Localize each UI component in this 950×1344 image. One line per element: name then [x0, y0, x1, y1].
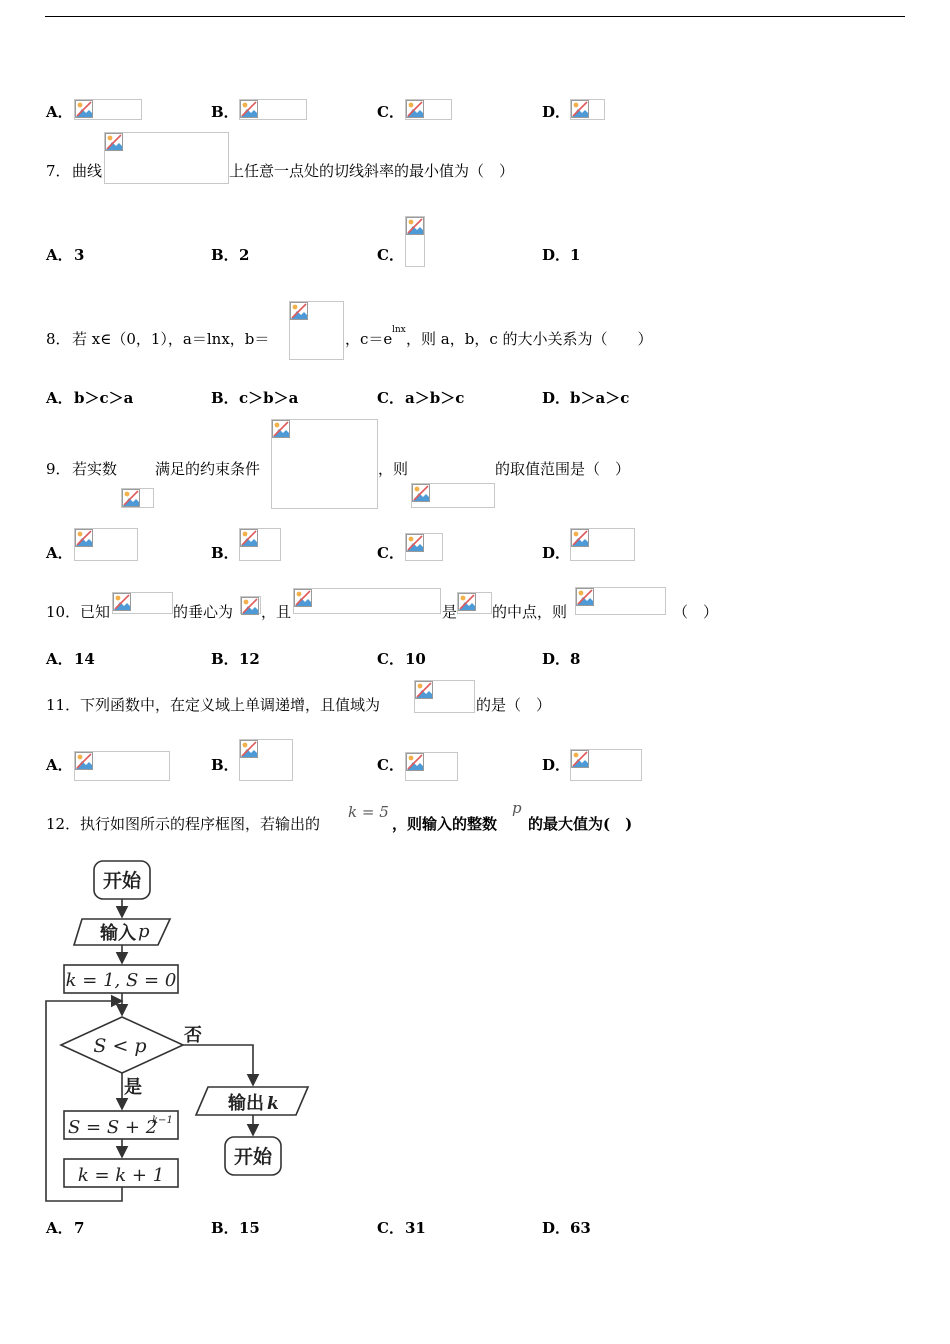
q12-option-a-label: A． — [46, 1219, 73, 1237]
q7-option-b-label: B． — [211, 246, 239, 264]
q9-option-a-image — [74, 528, 138, 561]
q12-option-d-label: D． — [542, 1219, 571, 1237]
q12-stem-pre: 执行如图所示的程序框图，若输出的 — [80, 815, 321, 833]
broken-image-icon — [576, 588, 594, 606]
q10-option-b-value: 12 — [239, 650, 260, 668]
q11-option-b-label: B． — [211, 756, 239, 774]
q7-option-c-image — [405, 216, 425, 267]
broken-image-icon — [290, 302, 308, 320]
q10-stem-mid4: 的中点，则 — [492, 603, 568, 621]
flow-output-label: 输出 — [228, 1093, 264, 1114]
q9-option-d-image — [570, 528, 635, 561]
flow-update-s-label: S = S + 2 — [68, 1117, 158, 1138]
q11-stem-post: 的是（ ） — [476, 696, 552, 714]
q9-stem-post: 的取值范围是（ ） — [495, 460, 631, 478]
q9-option-d-label: D． — [542, 544, 571, 562]
broken-image-icon — [272, 420, 290, 438]
q9-constraint-image — [271, 419, 378, 509]
flow-end-label: 开始 — [233, 1146, 273, 1168]
q9-stem-pre: 若实数 — [72, 460, 118, 478]
broken-image-icon — [406, 217, 424, 235]
q6-option-d-label: D． — [542, 103, 571, 121]
q6-option-c-label: C． — [377, 103, 404, 121]
broken-image-icon — [75, 100, 93, 118]
q9-stem-mid1: 满足的约束条件 — [155, 460, 261, 478]
broken-image-icon — [406, 753, 424, 771]
q8-number: 8． — [46, 330, 71, 348]
q10-option-b-label: B． — [211, 650, 239, 668]
q10-option-a-label: A． — [46, 650, 73, 668]
broken-image-icon — [240, 740, 258, 758]
q8-exponent: lnx — [392, 325, 406, 335]
q12-option-c-label: C． — [377, 1219, 404, 1237]
program-flowchart — [40, 855, 320, 1207]
q12-input-p: p — [512, 799, 522, 817]
q8-option-a-value: b＞c＞a — [74, 389, 134, 407]
q10-option-d-label: D． — [542, 650, 571, 668]
q8-option-d-value: b＞a＞c — [570, 389, 630, 407]
q10-segment-image — [457, 592, 492, 614]
q12-number: 12． — [46, 815, 81, 833]
q6-option-b-label: B． — [211, 103, 239, 121]
q8-stem-pre: 若 x∈（0，1），a＝lnx，b＝ — [72, 330, 270, 348]
q8-option-a-label: A． — [46, 389, 73, 407]
q9-option-c-label: C． — [377, 544, 404, 562]
q12-option-a-value: 7 — [74, 1219, 85, 1237]
q7-stem-post: 上任意一点处的切线斜率的最小值为（ ） — [229, 162, 515, 180]
q7-option-d-label: D． — [542, 246, 571, 264]
q12-option-d-value: 63 — [570, 1219, 591, 1237]
q11-stem-pre: 下列函数中，在定义域上单调递增，且值域为 — [80, 696, 381, 714]
q10-stem-mid2: ，且 — [261, 603, 292, 621]
q11-option-d-label: D． — [542, 756, 571, 774]
broken-image-icon — [406, 534, 424, 552]
q6-option-d-image — [570, 99, 605, 120]
broken-image-icon — [240, 529, 258, 547]
flow-no-label: 否 — [184, 1025, 202, 1046]
q7-option-c-label: C． — [377, 246, 404, 264]
q9-variables-image — [121, 488, 154, 508]
q9-option-c-image — [405, 533, 443, 561]
q12-option-b-label: B． — [211, 1219, 239, 1237]
q11-range-image — [414, 680, 475, 713]
q6-option-a-image — [74, 99, 142, 120]
q7-option-d-value: 1 — [570, 246, 581, 264]
broken-image-icon — [571, 100, 589, 118]
broken-image-icon — [571, 750, 589, 768]
q10-option-a-value: 14 — [74, 650, 95, 668]
q7-stem-pre: 曲线 — [72, 162, 103, 180]
q12-stem-mid: ，则输入的整数 — [392, 815, 498, 833]
broken-image-icon — [240, 100, 258, 118]
broken-image-icon — [406, 100, 424, 118]
q8-option-c-value: a＞b＞c — [405, 389, 465, 407]
broken-image-icon — [458, 593, 476, 611]
q10-stem-pre: 已知 — [80, 603, 111, 621]
q9-number: 9． — [46, 460, 71, 478]
q7-number: 7． — [46, 162, 71, 180]
q6-option-a-label: A． — [46, 103, 73, 121]
q12-output-k: k = 5 — [348, 803, 389, 821]
q10-stem-post: （ ） — [673, 603, 719, 621]
q9-stem-mid2: ，则 — [378, 460, 409, 478]
q8-option-b-label: B． — [211, 389, 239, 407]
q11-option-c-label: C． — [377, 756, 404, 774]
q10-option-c-label: C． — [377, 650, 404, 668]
q8-stem-post: ，则 a，b，c 的大小关系为（ ） — [406, 330, 653, 348]
flow-update-k-label: k = k + 1 — [77, 1165, 165, 1186]
q9-expression-image — [411, 483, 495, 508]
q9-option-b-image — [239, 528, 281, 561]
q11-option-a-image — [74, 751, 170, 781]
broken-image-icon — [75, 752, 93, 770]
page-top-rule — [45, 16, 905, 17]
q11-option-b-image — [239, 739, 293, 781]
q8-option-c-label: C． — [377, 389, 404, 407]
q7-option-b-value: 2 — [239, 246, 250, 264]
q6-option-c-image — [405, 99, 452, 120]
q9-option-b-label: B． — [211, 544, 239, 562]
q11-option-a-label: A． — [46, 756, 73, 774]
q12-option-b-value: 15 — [239, 1219, 260, 1237]
q10-point-image — [240, 596, 261, 614]
q10-condition-image — [293, 588, 441, 614]
flow-input-label: 输入 — [100, 923, 136, 944]
broken-image-icon — [412, 484, 430, 502]
q6-option-b-image — [239, 99, 307, 120]
q10-option-d-value: 8 — [570, 650, 581, 668]
broken-image-icon — [294, 589, 312, 607]
q7-option-a-value: 3 — [74, 246, 85, 264]
broken-image-icon — [105, 133, 123, 151]
flow-input-var: p — [138, 921, 150, 942]
broken-image-icon — [415, 681, 433, 699]
q12-option-c-value: 31 — [405, 1219, 426, 1237]
q11-option-c-image — [405, 752, 458, 781]
q7-curve-image — [104, 132, 229, 184]
broken-image-icon — [113, 593, 131, 611]
q10-triangle-image — [112, 592, 173, 614]
flow-yes-label: 是 — [124, 1077, 142, 1098]
q10-number: 10． — [46, 603, 81, 621]
broken-image-icon — [75, 529, 93, 547]
flow-output-var: k — [267, 1094, 279, 1114]
q8-option-d-label: D． — [542, 389, 571, 407]
q8-stem-mid: ，c＝e — [345, 330, 393, 348]
flow-init-label: k = 1, S = 0 — [65, 970, 177, 991]
flow-start-label: 开始 — [102, 870, 142, 892]
q10-stem-mid3: 是 — [442, 603, 458, 621]
q11-number: 11． — [46, 696, 81, 714]
q9-option-a-label: A． — [46, 544, 73, 562]
flow-update-s-exponent: k−1 — [152, 1115, 173, 1126]
q8-option-b-value: c＞b＞a — [239, 389, 299, 407]
broken-image-icon — [571, 529, 589, 547]
q7-option-a-label: A． — [46, 246, 73, 264]
q10-stem-mid1: 的垂心为 — [173, 603, 234, 621]
q11-option-d-image — [570, 749, 642, 781]
flow-decision-label: S < p — [93, 1035, 147, 1057]
q12-stem-post: 的最大值为( ) — [528, 815, 633, 833]
broken-image-icon — [122, 489, 140, 507]
q8-b-image — [289, 301, 344, 360]
q10-option-c-value: 10 — [405, 650, 426, 668]
q10-expression-image — [575, 587, 666, 615]
broken-image-icon — [241, 597, 259, 615]
